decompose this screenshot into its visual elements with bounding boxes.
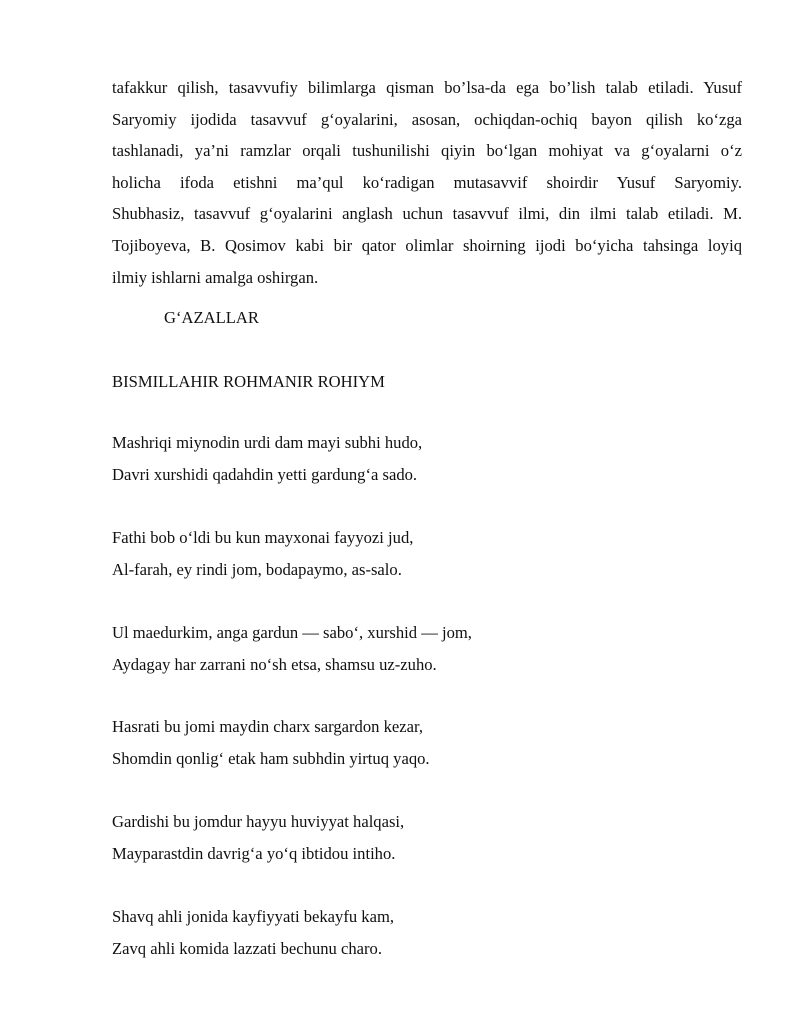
poem-stanza (112, 806, 404, 869)
poem-verse: Davri xurshidi qadahdin yetti gardung‘a sado. (112, 464, 418, 484)
poem-verse: Mashriqi miynodin urdi dam mayi subhi hudo, (112, 433, 423, 452)
poem-verse: Hasrati bu jomi maydin charx sargardon kezar, (112, 717, 423, 736)
poem-verse: Shavq ahli jonida kayfiyyati bekayfu kam, (112, 907, 395, 926)
poem-stanza (112, 617, 472, 680)
section-heading: G‘AZALLAR (164, 308, 259, 327)
intro-paragraph (112, 72, 742, 293)
paragraph-line: holicha ifoda etishni ma’qul ko‘radigan mutasavvif shoirdir Yusuf Saryomiy. (112, 172, 742, 192)
poem-verse: Al-farah, ey rindi jom, bodapaymo, as-salo. (112, 559, 402, 579)
paragraph-line: ilmiy ishlarni amalga oshirgan. (112, 267, 319, 287)
poem-verse: Ul maedurkim, anga gardun — sabo‘, xurshid — jom, (112, 623, 472, 642)
paragraph-line: tafakkur qilish, tasavvufiy bilimlarga qisman bo’lsa-da ega bo’lish talab etiladi. Yusuf (112, 78, 742, 97)
poem-stanza (112, 427, 422, 490)
poem-verse: Aydagay har zarrani no‘sh etsa, shamsu uz-zuho. (112, 654, 437, 674)
poem-verse: Gardishi bu jomdur hayyu huviyyat halqasi, (112, 812, 405, 831)
poem-verse: Fathi bob o‘ldi bu kun mayxonai fayyozi jud, (112, 528, 414, 547)
paragraph-line: Shubhasiz, tasavvuf g‘oyalarini anglash uchun tasavvuf ilmi, din ilmi talab etiladi. M. (112, 204, 742, 224)
document-page (112, 72, 742, 958)
paragraph-line: Tojiboyeva, B. Qosimov kabi bir qator olimlar shoirning ijodi bo‘yicha tahsinga loyiq (112, 235, 742, 255)
poem-stanza (112, 522, 413, 585)
poem-verse: Mayparastdin davrig‘a yo‘q ibtidou intiho. (112, 843, 396, 863)
poem-stanza (112, 711, 430, 774)
paragraph-line: Saryomiy ijodida tasavvuf g‘oyalarini, asosan, ochiqdan-ochiq bayon qilish ko‘zga (112, 109, 742, 129)
poem-stanza (112, 901, 394, 964)
poem-verse: Zavq ahli komida lazzati bechunu charo. (112, 938, 382, 958)
poem-verse: Shomdin qonlig‘ etak ham subhdin yirtuq yaqo. (112, 748, 430, 768)
poem-title: BISMILLAHIR ROHMANIR ROHIYM (112, 372, 385, 391)
paragraph-line: tashlanadi, ya’ni ramzlar orqali tushunilishi qiyin bo‘lgan mohiyat va g‘oyalarni o‘z (112, 141, 742, 161)
